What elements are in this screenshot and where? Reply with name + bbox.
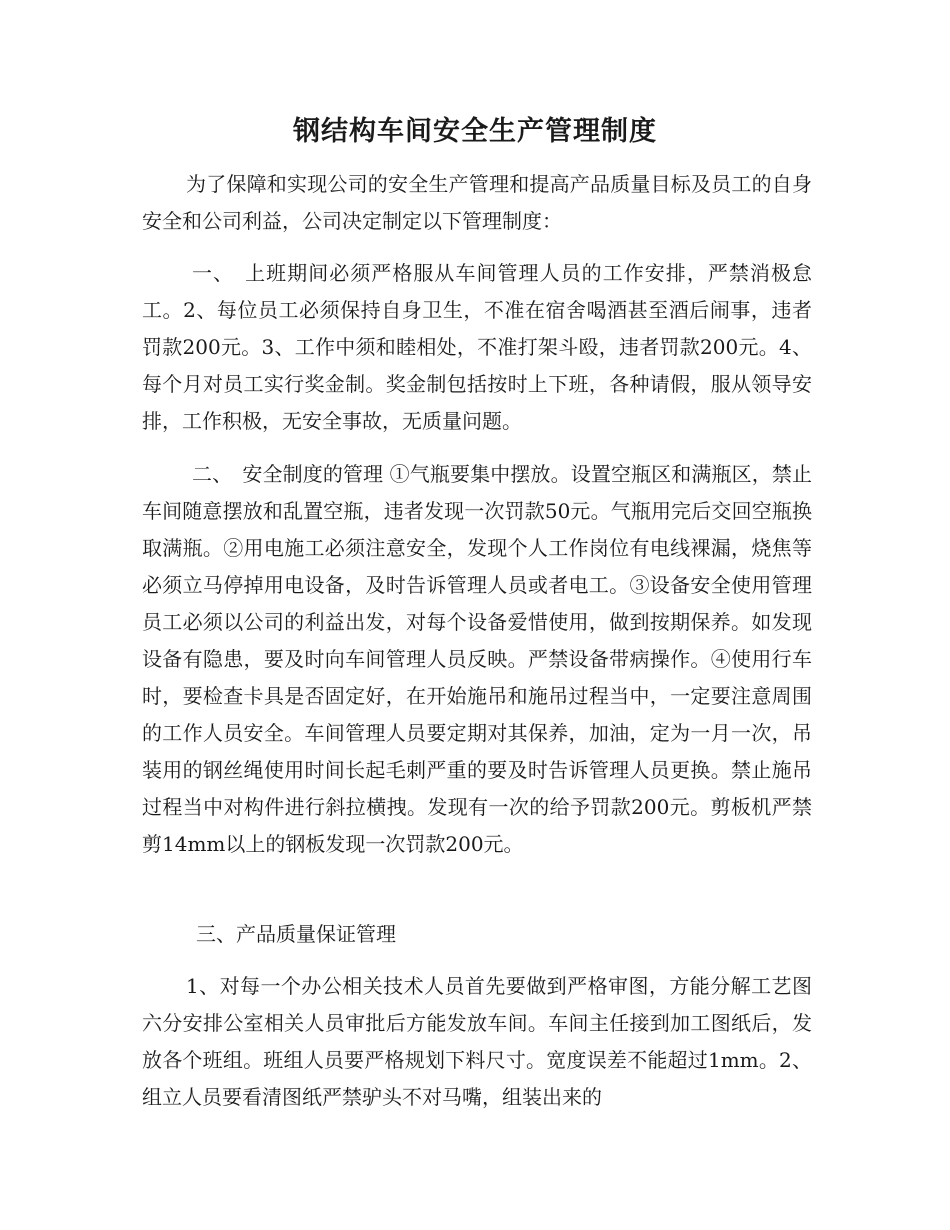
document-title: 钢结构车间安全生产管理制度 xyxy=(293,116,657,147)
section-3-heading: 三、产品质量保证管理 xyxy=(196,922,396,946)
section-2-paragraph: 二、 安全制度的管理 ①气瓶要集中摆放。设置空瓶区和满瓶区，禁止车间随意摆放和乱置空瓶，违者发现一次罚款50元。气瓶用完后交回空瓶换取满瓶。②用电施工必须注意安全，发现个人工作岗位有电线裸漏，烧焦等必须立马停掉用电设备，及时告诉管理人员或者电工。③设备安全使用管理员工必须以公司的利益出发，对每个设备爱惜使用，做到按期保养。如发现设备有隐患，要及时向车间管理人员反映。严禁设备带病操作。④使用行车时，要检查卡具是否固定好，在开始施吊和施吊过程当中，一定要注意周围的工作人员安全。车间管理人员要定期对其保养，加油，定为一月一次，吊装用的钢丝绳使用时间长起毛刺严重的要及时告诉管理人员更换。禁止施吊过程当中对构件进行斜拉横拽。发现有一次的给予罚款200元。剪板机严禁剪14mm以上的钢板发现一次罚款200元。 xyxy=(142,462,812,856)
intro-paragraph: 为了保障和实现公司的安全生产管理和提高产品质量目标及员工的自身安全和公司利益，公司决定制定以下管理制度： xyxy=(142,172,812,233)
section-1-paragraph: 一、 上班期间必须严格服从车间管理人员的工作安排，严禁消极怠工。2、每位员工必须保持自身卫生，不准在宿舍喝酒甚至酒后闹事，违者罚款200元。3、工作中须和睦相处，不准打架斗殴，违者罚款200元。4、每个月对员工实行奖金制。奖金制包括按时上下班，各种请假，服从领导安排，工作积极，无安全事故，无质量问题。 xyxy=(142,261,812,433)
section-3-paragraph: 1、对每一个办公相关技术人员首先要做到严格审图，方能分解工艺图六分安排公室相关人员审批后方能发放车间。车间主任接到加工图纸后，发放各个班组。班组人员要严格规划下料尺寸。宽度误差不能超过1mm。2、组立人员要看清图纸严禁驴头不对马嘴，组装出来的 xyxy=(142,974,812,1109)
